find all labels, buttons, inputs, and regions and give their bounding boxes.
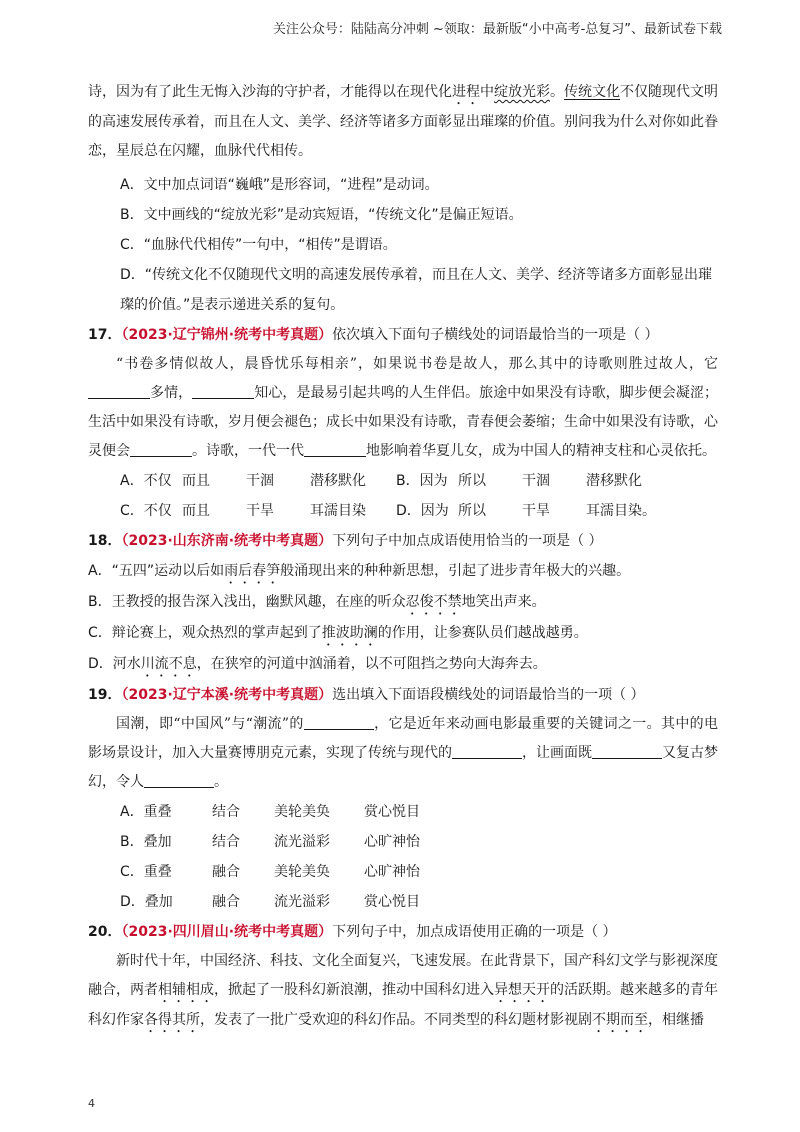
page-header: 关注公众号：陆陆高分冲刺 ~领取：最新版“小中高考-总复习”、最新试卷下载: [272, 22, 722, 37]
option-text: B．王教授的报告深入浅出，幽默风趣，在座的听众: [88, 594, 406, 610]
dotted-idiom: 异想天开: [494, 982, 550, 998]
answer-blank: [88, 384, 150, 399]
option-cell: A．重叠: [120, 804, 172, 820]
q17-passage: [88, 350, 718, 466]
question-source: （2023·四川眉山·统考中考真题）: [121, 924, 333, 940]
question-source: （2023·辽宁锦州·统考中考真题）: [121, 327, 333, 343]
answer-blank: [304, 442, 366, 457]
underlined-phrase: 传统文化: [564, 84, 620, 100]
option-cell: 干涸: [246, 473, 274, 489]
q18-option-c: [88, 618, 718, 649]
passage-text: ，掀起了一股科幻新浪潮，推动中国科幻进入: [214, 982, 494, 998]
option-cell: 流光溢彩: [274, 894, 330, 910]
option-text: 地笑出声来。: [461, 594, 546, 610]
answer-blank: [592, 744, 662, 759]
q16-options: [88, 170, 718, 320]
option-cell: 耳濡目染。: [586, 503, 656, 519]
q18-option-d: [88, 649, 718, 680]
option-cell: 潜移默化: [586, 473, 642, 489]
q17-option-row: [88, 496, 718, 526]
q16-option-d: D．“传统文化不仅随现代文明的高速发展传承着，而且在人文、美学、经济等诸多方面彰显出璀璨的价值。”是表示递进关系的复句。: [120, 267, 713, 313]
answer-blank: [130, 442, 192, 457]
passage-text: ，它是近年来动画电影最重要的关键词之一。其中的电影场景设计，加入大量赛博朋克元素，实现了传统与现代的: [88, 716, 719, 761]
passage-text: 国潮，即“中国风”与“潮流”的: [116, 716, 304, 732]
q16-option-a: A．文中加点词语“巍峨”是形容词，“进程”是动词。: [120, 177, 439, 193]
option-cell: 干旱: [522, 503, 550, 519]
option-cell: B．因为: [396, 473, 448, 489]
q16-option-c: C．“血脉代代相传”一句中，“相传”是谓语。: [120, 237, 397, 253]
dotted-idiom: 雨后春笋: [224, 563, 281, 579]
option-cell: 流光溢彩: [274, 834, 330, 850]
option-cell: D．因为: [396, 503, 449, 519]
answer-blank: [452, 744, 522, 759]
dotted-idiom: 各得其所: [144, 1012, 200, 1028]
answer-blank: [304, 715, 374, 730]
question-number: 19．: [88, 687, 122, 703]
q18-header: [88, 526, 718, 556]
q17-header: [88, 320, 718, 350]
option-text: D．河水: [88, 656, 141, 672]
option-cell: D．叠加: [120, 894, 173, 910]
question-stem: 依次填入下面句子横线处的词语最恰当的一项是（ ）: [332, 327, 659, 343]
option-cell: 心旷神怡: [364, 834, 420, 850]
passage-text: ，相继播: [648, 1012, 704, 1028]
option-text: A．“五四”运动以后如: [88, 563, 225, 579]
q19-options: [88, 797, 718, 917]
option-text: C．辩论赛上，观众热烈的掌声起到了: [88, 625, 322, 641]
dotted-idiom: 川流不息: [140, 656, 197, 672]
option-cell: 赏心悦目: [364, 804, 420, 820]
intro-punct: 。: [550, 84, 564, 100]
question-source: （2023·辽宁本溪·统考中考真题）: [121, 687, 333, 703]
question-number: 17．: [88, 327, 122, 343]
option-text: ，在狭窄的河道中汹涌着，以不可阻挡之势向大海奔去。: [196, 656, 547, 672]
answer-blank: [144, 773, 214, 788]
passage-text: 的活跃期。越来越多的青年科幻作家: [88, 982, 718, 1028]
option-cell: 融合: [212, 894, 240, 910]
passage-text: 知心，是最易引起共鸣的人生伴侣。旅途中如果没有诗歌，脚步便会凝涩；生活中如果没有诗歌，岁月便会褪色；成长中如果没有诗歌，青春便会萎缩；生命中如果没有诗歌，心灵便会: [88, 385, 719, 459]
option-cell: 赏心悦目: [364, 894, 420, 910]
option-cell: C．不仅: [120, 503, 172, 519]
option-cell: 而且: [182, 473, 210, 489]
dotted-idiom: 推波助澜: [321, 625, 378, 641]
option-cell: B．叠加: [120, 834, 172, 850]
question-stem: 下列句子中加点成语使用恰当的一项是（ ）: [332, 533, 603, 549]
passage-text: 地影响着华夏儿女，成为中国人的精神支柱和心灵依托。: [366, 443, 716, 459]
wavy-underlined-phrase: 绽放光彩: [494, 84, 550, 100]
question-number: 20．: [88, 924, 122, 940]
option-cell: C．重叠: [120, 864, 172, 880]
question-source: （2023·山东济南·统考中考真题）: [121, 533, 333, 549]
option-text: 般涌现出来的种种新思想，引起了进步青年极大的兴趣。: [280, 563, 631, 579]
passage-text: 。: [214, 774, 228, 790]
option-cell: 结合: [212, 834, 240, 850]
question-stem: 选出填入下面语段横线处的词语最恰当的一项（ ）: [332, 687, 645, 703]
dotted-idiom: 相辅相成: [158, 982, 214, 998]
question-number: 18．: [88, 533, 122, 549]
intro-text-1: 诗，因为有了此生无悔入沙海的守护者，才能得以在现代化: [88, 84, 452, 100]
option-cell: 美轮美奂: [274, 864, 330, 880]
intro-passage: [88, 78, 718, 166]
passage-text: 。诗歌，一代一代: [192, 443, 304, 459]
intro-text-2: 中: [480, 84, 494, 100]
q19-option-d: [88, 887, 718, 917]
passage-text: ，让画面既: [522, 745, 592, 761]
q20-passage: [88, 947, 718, 1036]
option-cell: 潜移默化: [310, 473, 366, 489]
dotted-word: 进程: [452, 84, 480, 100]
passage-text: ，发表了一批广受欢迎的科幻作品。不同类型的科幻题材影视剧: [200, 1012, 592, 1028]
q17-option-row: [88, 466, 718, 496]
answer-blank: [192, 384, 254, 399]
dotted-idiom: 忍俊不禁: [405, 594, 462, 610]
option-cell: 而且: [182, 503, 210, 519]
q16-option-b: B．文中画线的“绽放光彩”是动宾短语，“传统文化”是偏正短语。: [120, 207, 523, 223]
option-cell: 干旱: [246, 503, 274, 519]
option-cell: A．不仅: [120, 473, 172, 489]
q18-option-a: [88, 556, 718, 587]
option-cell: 所以: [458, 473, 486, 489]
passage-text: 新时代十年，中国经济、科技、文化全面复兴，飞速发展。在此背景下，国产科幻文学与影视深度融合，两者: [88, 953, 718, 998]
q19-option-a: [88, 797, 718, 827]
dotted-idiom: 不期而至: [592, 1012, 648, 1028]
q19-option-b: [88, 827, 718, 857]
option-text: 的作用，让参赛队员们越战越勇。: [377, 625, 588, 641]
option-cell: 耳濡目染: [310, 503, 366, 519]
passage-text: 多情，: [150, 385, 193, 401]
option-cell: 美轮美奂: [274, 804, 330, 820]
q19-option-c: [88, 857, 718, 887]
q18-option-b: [88, 587, 718, 618]
passage-text: 又复古梦幻，令人: [88, 745, 718, 790]
q19-header: [88, 680, 718, 710]
option-cell: 干涸: [522, 473, 550, 489]
page-number: 4: [88, 1097, 95, 1110]
q19-passage: [88, 710, 718, 797]
intro-text-3: 不仅随现代文明的高速发展传承着，而且在人文、美学、经济等诸多方面彰显出璀璨的价值。别问我为什么对你如此眷恋，星辰总在闪耀，血脉代代相传。: [88, 84, 718, 159]
q20-header: [88, 917, 718, 947]
option-cell: 结合: [212, 804, 240, 820]
option-cell: 所以: [458, 503, 486, 519]
question-stem: 下列句子中，加点成语使用正确的一项是（ ）: [332, 924, 617, 940]
option-cell: 融合: [212, 864, 240, 880]
option-cell: 心旷神怡: [364, 864, 420, 880]
document-body: [88, 78, 718, 1036]
passage-text: “书卷多情似故人，晨昏忧乐每相亲”，如果说书卷是故人，那么其中的诗歌则胜过故人，它: [116, 356, 718, 372]
q17-options: [88, 466, 718, 526]
